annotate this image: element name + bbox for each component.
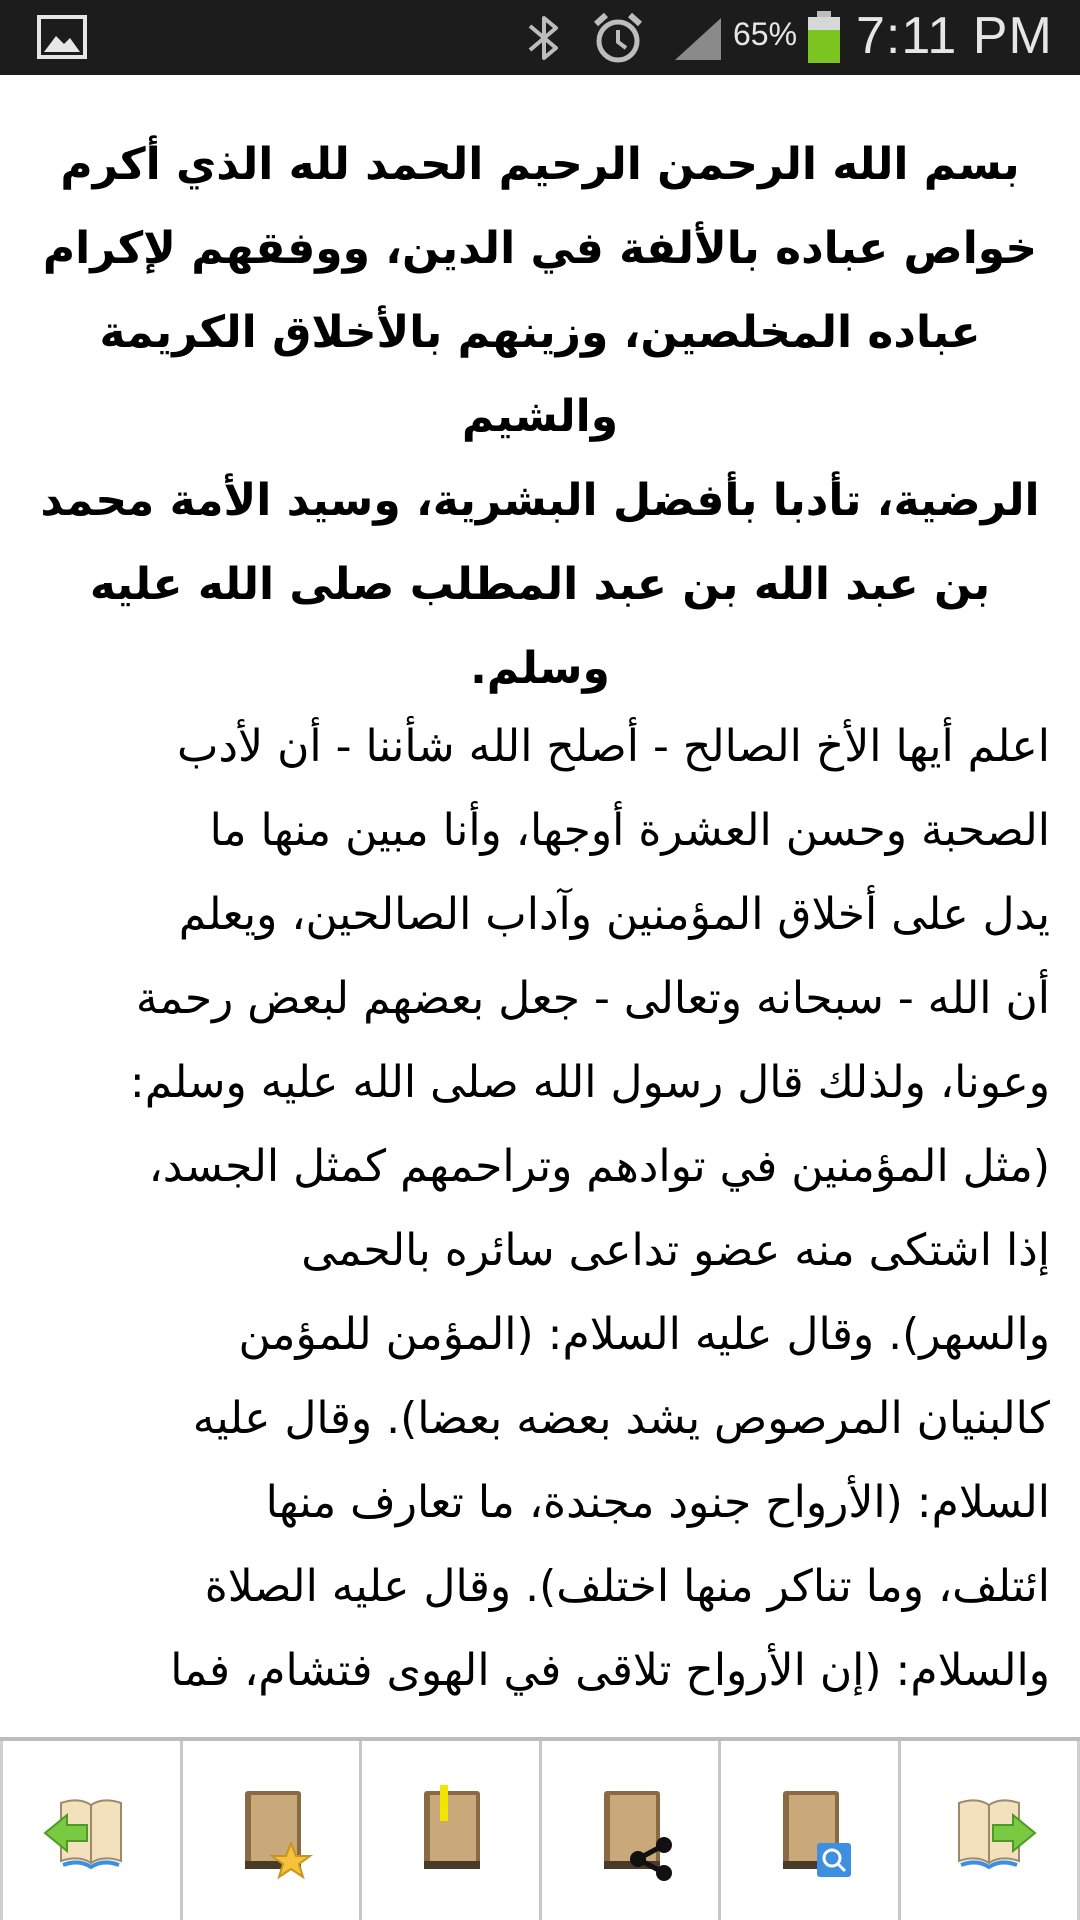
body-line: والسهر). وقال عليه السلام: (المؤمن للمؤمن bbox=[238, 1309, 1050, 1360]
article-intro bbox=[40, 123, 1040, 711]
body-line: اعلم أيها الأخ الصالح - أصلح الله شأننا - أن لأدب bbox=[176, 721, 1050, 772]
body-line: ائتلف، وما تناكر منها اختلف). وقال عليه الصلاة bbox=[204, 1561, 1050, 1612]
signal-icon bbox=[673, 16, 723, 62]
alarm-icon bbox=[590, 10, 646, 66]
body-line: يدل على أخلاق المؤمنين وآداب الصالحين، ويعلم bbox=[178, 889, 1050, 940]
book-arrow-right-icon bbox=[939, 1781, 1039, 1881]
battery-icon bbox=[806, 10, 842, 64]
intro-line: عباده المخلصين، وزينهم بالأخلاق الكريمة والشيم bbox=[99, 307, 981, 442]
body-line: أن الله - سبحانه وتعالى - جعل بعضهم لبعض رحمة bbox=[135, 973, 1050, 1024]
intro-line: الرضية، تأدبا بأفضل البشرية، وسيد الأمة محمد bbox=[40, 475, 1040, 526]
body-line: (مثل المؤمنين في توادهم وتراحمهم كمثل الجسد، bbox=[148, 1141, 1050, 1192]
previous-page-button[interactable] bbox=[0, 1741, 180, 1920]
body-line: الصحبة وحسن العشرة أوجها، وأنا مبين منها ما bbox=[209, 805, 1050, 856]
status-bar bbox=[0, 0, 1080, 75]
clock: 7:11 PM bbox=[856, 7, 1053, 65]
body-line: كالبنيان المرصوص يشد بعضه بعضا). وقال عليه bbox=[192, 1393, 1050, 1444]
share-button[interactable] bbox=[539, 1741, 719, 1920]
body-line: وعونا، ولذلك قال رسول الله صلى الله عليه وسلم: bbox=[129, 1057, 1050, 1108]
book-share-icon bbox=[580, 1781, 680, 1881]
book-search-icon bbox=[759, 1781, 859, 1881]
bookmark-button[interactable] bbox=[359, 1741, 539, 1920]
battery-percent: 65% bbox=[733, 16, 798, 52]
body-line: إذا اشتكى منه عضو تداعى سائره بالحمى bbox=[301, 1225, 1050, 1276]
book-arrow-left-icon bbox=[41, 1781, 141, 1881]
intro-line: بسم الله الرحمن الرحيم الحمد لله الذي أكرم bbox=[60, 139, 1020, 190]
next-page-button[interactable] bbox=[898, 1741, 1080, 1920]
search-button[interactable] bbox=[718, 1741, 898, 1920]
intro-line: بن عبد الله بن عبد المطلب صلى الله عليه وسلم. bbox=[89, 559, 991, 694]
body-line: والسلام: (إن الأرواح تلاقى في الهوى فتشام، فما bbox=[170, 1645, 1050, 1696]
favorites-button[interactable] bbox=[180, 1741, 360, 1920]
bottom-toolbar bbox=[0, 1737, 1080, 1920]
bluetooth-icon bbox=[522, 12, 566, 64]
gallery-icon bbox=[36, 14, 88, 60]
body-line: السلام: (الأرواح جنود مجندة، ما تعارف منها bbox=[265, 1477, 1050, 1528]
article-body bbox=[30, 705, 1050, 1713]
intro-line: خواص عباده بالألفة في الدين، ووفقهم لإكرام bbox=[42, 223, 1038, 274]
book-bookmark-icon bbox=[400, 1781, 500, 1881]
book-star-icon bbox=[221, 1781, 321, 1881]
reader-content[interactable] bbox=[0, 75, 1080, 1737]
